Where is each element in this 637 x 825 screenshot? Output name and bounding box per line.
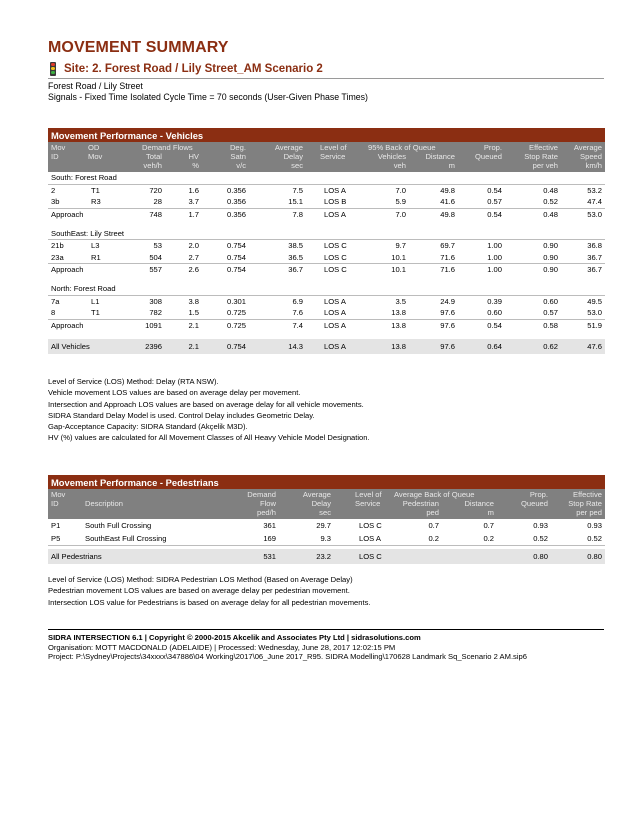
hdr-hv-unit: %	[192, 161, 199, 170]
cell-delay: 6.9	[292, 296, 303, 306]
approach-group-label: North: Forest Road	[48, 283, 605, 296]
all-pedestrians-label: All Pedestrians	[51, 552, 102, 561]
all-pedestrians-flow: 531	[263, 552, 276, 561]
approach-prop: 1.00	[487, 265, 502, 274]
all-vehicles-prop: 0.64	[487, 341, 502, 351]
approach-hv: 1.7	[188, 209, 199, 219]
cell-satn: 0.301	[226, 296, 246, 306]
hdr-average: Average	[274, 143, 303, 152]
phdr-back-of-queue: Average Back of Queue	[394, 490, 475, 499]
ped-cell-id: P1	[51, 521, 61, 530]
cell-id: 8	[51, 308, 56, 317]
hdr-vehicles-unit: veh	[393, 161, 406, 170]
cell-id: 7a	[51, 296, 60, 306]
cell-total: 782	[149, 308, 162, 317]
cell-veh: 10.1	[391, 252, 406, 262]
intersection-name: Forest Road / Lily Street	[48, 81, 143, 91]
pedestrians-notes	[48, 574, 371, 608]
hdr-hv: HV	[188, 152, 199, 161]
ped-cell-id: P5	[51, 534, 61, 543]
phdr-pedestrian: Pedestrian	[402, 499, 439, 508]
cell-stop: 0.48	[543, 185, 558, 195]
cell-total: 504	[149, 252, 162, 262]
approach-total: 557	[149, 265, 162, 274]
approach-row	[48, 264, 605, 277]
cell-delay: 15.1	[288, 197, 303, 206]
ped-cell-ped: 0.2	[428, 534, 439, 543]
approach-dist: 49.8	[440, 209, 455, 219]
phdr-id: ID	[51, 499, 59, 508]
cell-delay: 7.6	[292, 308, 303, 317]
hdr-distance: Distance	[425, 152, 455, 161]
approach-hv: 2.1	[188, 320, 199, 330]
cell-satn: 0.356	[226, 185, 246, 195]
cell-los: LOS A	[324, 296, 346, 306]
table-row	[48, 519, 605, 532]
all-pedestrians-delay: 23.2	[316, 552, 331, 561]
ped-cell-delay: 29.7	[316, 521, 331, 530]
cell-veh: 5.9	[395, 197, 406, 206]
phdr-average: Average	[302, 490, 331, 499]
approach-veh: 10.1	[391, 265, 406, 274]
cell-los: LOS A	[324, 185, 346, 195]
hdr-od-mov: Mov	[88, 152, 103, 161]
pedestrians-table-header	[48, 489, 605, 519]
phdr-level-of: Level of	[355, 490, 382, 499]
table-row	[48, 240, 605, 252]
all-pedestrians-los: LOS C	[359, 552, 382, 561]
cell-od: T1	[91, 185, 100, 195]
hdr-queued: Queued	[474, 152, 502, 161]
table-row	[48, 296, 605, 308]
approach-group-label: South: Forest Road	[48, 172, 605, 185]
table-row	[48, 532, 605, 546]
approach-los: LOS A	[324, 320, 346, 330]
approach-row	[48, 320, 605, 333]
hdr-delay: Delay	[283, 152, 303, 161]
ped-cell-desc: SouthEast Full Crossing	[85, 534, 167, 543]
cell-speed: 36.7	[587, 252, 602, 262]
all-vehicles-label: All Vehicles	[51, 341, 90, 351]
site-heading	[48, 62, 604, 79]
cell-speed: 49.5	[587, 296, 602, 306]
approach-los: LOS C	[324, 265, 347, 274]
hdr-deg: Deg.	[229, 143, 246, 152]
hdr-satn-unit: v/c	[236, 161, 246, 170]
hdr-delay-unit: sec	[291, 161, 303, 170]
cell-stop: 0.90	[543, 252, 558, 262]
pedestrians-table	[48, 475, 605, 564]
all-vehicles-los: LOS A	[324, 341, 346, 351]
approach-delay: 7.8	[292, 209, 303, 219]
phdr-demand: Demand	[247, 490, 276, 499]
pedestrians-table-body	[48, 519, 605, 564]
cell-od: L1	[91, 296, 100, 306]
phdr-mov: Mov	[51, 490, 66, 499]
phdr-distance-unit: m	[487, 508, 494, 517]
cell-dist: 97.6	[440, 308, 455, 317]
table-row	[48, 307, 605, 320]
approach-satn: 0.725	[226, 320, 246, 330]
note-line: SIDRA Standard Delay Model is used. Control Delay includes Geometric Delay.	[48, 410, 315, 420]
ped-cell-flow: 169	[263, 534, 276, 543]
cell-dist: 49.8	[440, 185, 455, 195]
hdr-back-of-queue: 95% Back of Queue	[368, 143, 436, 152]
approach-satn: 0.356	[226, 209, 246, 219]
hdr-vehicles: Vehicles	[377, 152, 406, 161]
cell-los: LOS C	[324, 252, 347, 262]
table-row	[48, 185, 605, 197]
cell-total: 53	[153, 241, 162, 250]
cell-prop: 0.60	[487, 308, 502, 317]
all-vehicles-speed: 47.6	[587, 341, 602, 351]
cell-veh: 13.8	[391, 308, 406, 317]
cell-veh: 9.7	[395, 241, 406, 250]
approach-prop: 0.54	[487, 209, 502, 219]
approach-stop: 0.90	[543, 265, 558, 274]
hdr-level-of: Level of	[320, 143, 347, 152]
approach-stop: 0.48	[543, 209, 558, 219]
approach-speed: 51.9	[587, 320, 602, 330]
cell-id: 3b	[51, 197, 60, 206]
cell-prop: 0.54	[487, 185, 502, 195]
phdr-delay: Delay	[311, 499, 331, 508]
cell-delay: 36.5	[288, 252, 303, 262]
phdr-effective: Effective	[573, 490, 602, 499]
phdr-stop-rate: Stop Rate	[568, 499, 602, 508]
vehicles-notes	[48, 376, 370, 444]
vehicles-table-body	[48, 172, 605, 354]
cell-los: LOS C	[324, 241, 347, 250]
all-vehicles-veh: 13.8	[391, 341, 406, 351]
hdr-speed-unit: km/h	[585, 161, 602, 170]
ped-cell-prop: 0.93	[533, 521, 548, 530]
cell-hv: 1.5	[188, 308, 199, 317]
vehicles-table-header	[48, 142, 605, 172]
all-vehicles-total: 2396	[145, 341, 162, 351]
note-line: HV (%) values are calculated for All Movement Classes of All Heavy Vehicle Model Designation.	[48, 433, 370, 443]
cell-hv: 1.6	[188, 185, 199, 195]
cell-hv: 3.8	[188, 296, 199, 306]
all-vehicles-delay: 14.3	[288, 341, 303, 351]
footer	[48, 629, 604, 662]
cell-dist: 69.7	[440, 241, 455, 250]
hdr-effective: Effective	[529, 143, 558, 152]
cell-los: LOS A	[324, 308, 346, 317]
vehicles-table	[48, 128, 605, 354]
ped-cell-dist: 0.2	[483, 534, 494, 543]
cell-speed: 47.4	[587, 197, 602, 206]
cell-prop: 1.00	[487, 252, 502, 262]
approach-los: LOS A	[324, 209, 346, 219]
cell-od: T1	[91, 308, 100, 317]
approach-satn: 0.754	[226, 265, 246, 274]
all-vehicles-stop: 0.62	[543, 341, 558, 351]
approach-dist: 97.6	[440, 320, 455, 330]
hdr-od: OD	[88, 143, 100, 152]
approach-veh: 7.0	[395, 209, 406, 219]
ped-cell-stop: 0.93	[587, 521, 602, 530]
approach-speed: 53.0	[587, 209, 602, 219]
cell-delay: 38.5	[288, 241, 303, 250]
table-row	[48, 252, 605, 265]
approach-label: Approach	[51, 320, 84, 330]
page-title: MOVEMENT SUMMARY	[48, 39, 229, 56]
approach-prop: 0.54	[487, 320, 502, 330]
phdr-prop: Prop.	[529, 490, 548, 499]
note-line: Gap-Acceptance Capacity: SIDRA Standard (Akçelik M3D).	[48, 422, 248, 432]
cell-los: LOS B	[324, 197, 347, 206]
table-row	[48, 196, 605, 209]
cell-prop: 0.57	[487, 197, 502, 206]
ped-cell-los: LOS A	[359, 534, 381, 543]
ped-cell-prop: 0.52	[533, 534, 548, 543]
cell-veh: 3.5	[395, 296, 406, 306]
phdr-delay-unit: sec	[319, 508, 331, 517]
cell-total: 720	[149, 185, 162, 195]
all-pedestrians-row	[48, 549, 605, 564]
cell-speed: 53.2	[587, 185, 602, 195]
hdr-id: ID	[51, 152, 59, 161]
cell-stop: 0.60	[543, 296, 558, 306]
ped-cell-delay: 9.3	[320, 534, 331, 543]
hdr-speed: Speed	[580, 152, 602, 161]
cell-satn: 0.754	[226, 241, 246, 250]
footer-organisation: Organisation: MOTT MACDONALD (ADELAIDE) | Processed: Wednesday, June 28, 2017 12:02:15 PM	[48, 642, 396, 652]
phdr-stop-unit: per ped	[576, 508, 602, 517]
cell-satn: 0.754	[226, 252, 246, 262]
phdr-flow-unit: ped/h	[256, 508, 276, 517]
all-pedestrians-stop: 0.80	[587, 552, 602, 561]
approach-total: 1091	[145, 320, 162, 330]
phdr-description: Description	[85, 499, 123, 508]
cell-veh: 7.0	[395, 185, 406, 195]
ped-cell-ped: 0.7	[428, 521, 439, 530]
note-line: Pedestrian movement LOS values are based on average delay per pedestrian movement.	[48, 586, 350, 596]
approach-label: Approach	[51, 209, 84, 219]
cell-dist: 71.6	[440, 252, 455, 262]
ped-cell-los: LOS C	[359, 521, 382, 530]
cell-prop: 0.39	[487, 296, 502, 306]
note-line: Intersection and Approach LOS values are based on average delay for all vehicle movements.	[48, 399, 364, 409]
approach-hv: 2.6	[188, 265, 199, 274]
cell-total: 308	[149, 296, 162, 306]
cell-hv: 2.7	[188, 252, 199, 262]
phdr-flow: Flow	[259, 499, 276, 508]
all-vehicles-hv: 2.1	[188, 341, 199, 351]
hdr-stop-unit: per veh	[532, 161, 558, 170]
cell-id: 2	[51, 185, 56, 195]
all-vehicles-dist: 97.6	[440, 341, 455, 351]
approach-label: Approach	[51, 265, 84, 274]
cell-hv: 2.0	[188, 241, 199, 250]
approach-speed: 36.7	[587, 265, 602, 274]
cell-speed: 36.8	[587, 241, 602, 250]
hdr-service: Service	[320, 152, 346, 161]
phdr-queued: Queued	[520, 499, 548, 508]
cell-hv: 3.7	[188, 197, 199, 206]
footer-project: Project: P:\Sydney\Projects\34xxxx\347886\04 Working\2017\06_June 2017_R95. SIDRA Modelling\170628 Landmark Sq_Scenario 2 AM.sip6	[48, 652, 527, 661]
cell-stop: 0.57	[543, 308, 558, 317]
hdr-stop-rate: Stop Rate	[524, 152, 558, 161]
phdr-distance: Distance	[464, 499, 494, 508]
cell-prop: 1.00	[487, 241, 502, 250]
cell-dist: 24.9	[440, 296, 455, 306]
note-line: Vehicle movement LOS values are based on average delay per movement.	[48, 388, 301, 398]
note-line: Level of Service (LOS) Method: Delay (RTA NSW).	[48, 377, 219, 386]
cell-delay: 7.5	[292, 185, 303, 195]
pedestrians-table-title: Movement Performance - Pedestrians	[48, 475, 605, 489]
hdr-satn: Satn	[230, 152, 246, 161]
traffic-signal-icon	[50, 62, 56, 76]
hdr-total: Total	[145, 152, 162, 161]
approach-delay: 7.4	[292, 320, 303, 330]
approach-total: 748	[149, 209, 162, 219]
ped-cell-desc: South Full Crossing	[85, 521, 152, 530]
hdr-distance-unit: m	[448, 161, 455, 170]
cell-dist: 41.6	[440, 197, 455, 206]
cell-total: 28	[153, 197, 162, 206]
note-line: Intersection LOS value for Pedestrians is based on average delay for all pedestrian movements.	[48, 597, 371, 607]
cell-stop: 0.90	[543, 241, 558, 250]
cell-satn: 0.725	[226, 308, 246, 317]
approach-veh: 13.8	[391, 320, 406, 330]
approach-delay: 36.7	[288, 265, 303, 274]
hdr-avg-speed: Average	[573, 143, 602, 152]
cell-stop: 0.52	[543, 197, 558, 206]
signal-info: Signals - Fixed Time Isolated Cycle Time = 70 seconds (User-Given Phase Times)	[48, 92, 368, 102]
approach-dist: 71.6	[440, 265, 455, 274]
note-line: Level of Service (LOS) Method: SIDRA Pedestrian LOS Method (Based on Average Delay)	[48, 575, 353, 584]
ped-cell-dist: 0.7	[483, 521, 494, 530]
vehicles-table-title: Movement Performance - Vehicles	[48, 128, 605, 142]
hdr-demand-flows: Demand Flows	[142, 143, 193, 152]
all-pedestrians-prop: 0.80	[533, 552, 548, 561]
footer-copyright: SIDRA INTERSECTION 6.1 | Copyright © 2000-2015 Akcelik and Associates Pty Ltd | sidrasolutions.com	[48, 633, 421, 642]
cell-od: R3	[91, 197, 101, 206]
cell-od: R1	[91, 252, 101, 262]
cell-speed: 53.0	[587, 308, 602, 317]
cell-id: 21b	[51, 241, 64, 250]
hdr-prop: Prop.	[483, 143, 502, 152]
approach-group-label: SouthEast: Lily Street	[48, 228, 605, 241]
approach-stop: 0.58	[543, 320, 558, 330]
hdr-mov: Mov	[51, 143, 66, 152]
phdr-service: Service	[355, 499, 381, 508]
approach-row	[48, 209, 605, 222]
ped-cell-stop: 0.52	[587, 534, 602, 543]
hdr-total-unit: veh/h	[143, 161, 162, 170]
cell-satn: 0.356	[226, 197, 246, 206]
all-vehicles-satn: 0.754	[226, 341, 246, 351]
cell-od: L3	[91, 241, 100, 250]
all-vehicles-row	[48, 339, 605, 354]
ped-cell-flow: 361	[263, 521, 276, 530]
cell-id: 23a	[51, 252, 64, 262]
site-title: Site: 2. Forest Road / Lily Street_AM Scenario 2	[64, 63, 323, 75]
phdr-pedestrian-unit: ped	[426, 508, 439, 517]
